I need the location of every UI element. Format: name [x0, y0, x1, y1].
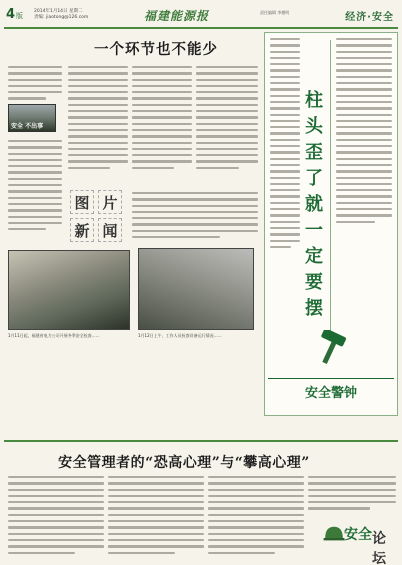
- editors-line: 责任编辑 李德明: [260, 10, 290, 15]
- section-title: 经济·安全: [345, 12, 394, 23]
- masthead: 福建能源报: [144, 9, 210, 23]
- forum-label-1: 安全: [344, 527, 372, 543]
- sidebar-text-right: [336, 38, 392, 328]
- article-text-col2: [68, 66, 128, 186]
- bottom-text-col4: [308, 476, 396, 512]
- tile-char: 图: [70, 190, 94, 214]
- slogan-char: 要: [305, 272, 323, 293]
- slogan-char: 定: [305, 246, 323, 267]
- slogan-char: 柱: [305, 90, 323, 111]
- slogan-char: 了: [305, 168, 323, 189]
- forum-label-2: 论坛: [372, 531, 386, 565]
- photo-news-text: [132, 192, 258, 242]
- article-photo-small: 安全 不出事: [8, 104, 56, 132]
- photo-caption-1: 1月11日起，福建省电力公司开展冬季安全检查……: [8, 333, 100, 338]
- article-text-col1b: [8, 140, 62, 240]
- bottom-rule: [4, 440, 398, 442]
- photo-caption-2: 1月12日上午，工作人员检查设备运行情况……: [138, 333, 222, 338]
- article-text-col4: [196, 66, 258, 186]
- bell-hammer-icon: [300, 330, 360, 370]
- page-number: 4版: [6, 7, 24, 22]
- tile-char: 新: [70, 218, 94, 242]
- bottom-article-title: 安全管理者的“恐高心理”与“攀高心理”: [58, 455, 310, 471]
- bottom-text-col3: [208, 476, 304, 558]
- slogan-char: 摆: [305, 298, 323, 319]
- safety-forum-badge: [322, 514, 396, 565]
- article-text-col3: [132, 66, 192, 186]
- header-rule: [4, 27, 398, 29]
- bottom-text-col1: [8, 476, 104, 558]
- main-article-title: 一个环节也不能少: [94, 41, 218, 58]
- slogan-char: 歪: [305, 142, 323, 163]
- news-photo-2: [138, 248, 254, 330]
- slogan-char: 一: [305, 220, 323, 241]
- news-photo-1: [8, 250, 130, 330]
- tile-char: 片: [98, 190, 122, 214]
- photo-news-tile: [70, 190, 124, 244]
- helmet-icon: [322, 522, 346, 546]
- sidebar-divider: [330, 40, 331, 340]
- sidebar-slogan: [302, 88, 326, 322]
- article-text-col1: [8, 66, 62, 102]
- sidebar-text-left: [270, 38, 300, 368]
- bottom-text-col2: [108, 476, 204, 558]
- tile-char: 闻: [98, 218, 122, 242]
- slogan-char: 头: [305, 116, 323, 137]
- date-line: 2014年1月14日 星期二 责编: jiaotong@126.com: [34, 9, 89, 20]
- slogan-char: 就: [305, 194, 323, 215]
- sidebar-title: 安全警钟: [268, 378, 394, 401]
